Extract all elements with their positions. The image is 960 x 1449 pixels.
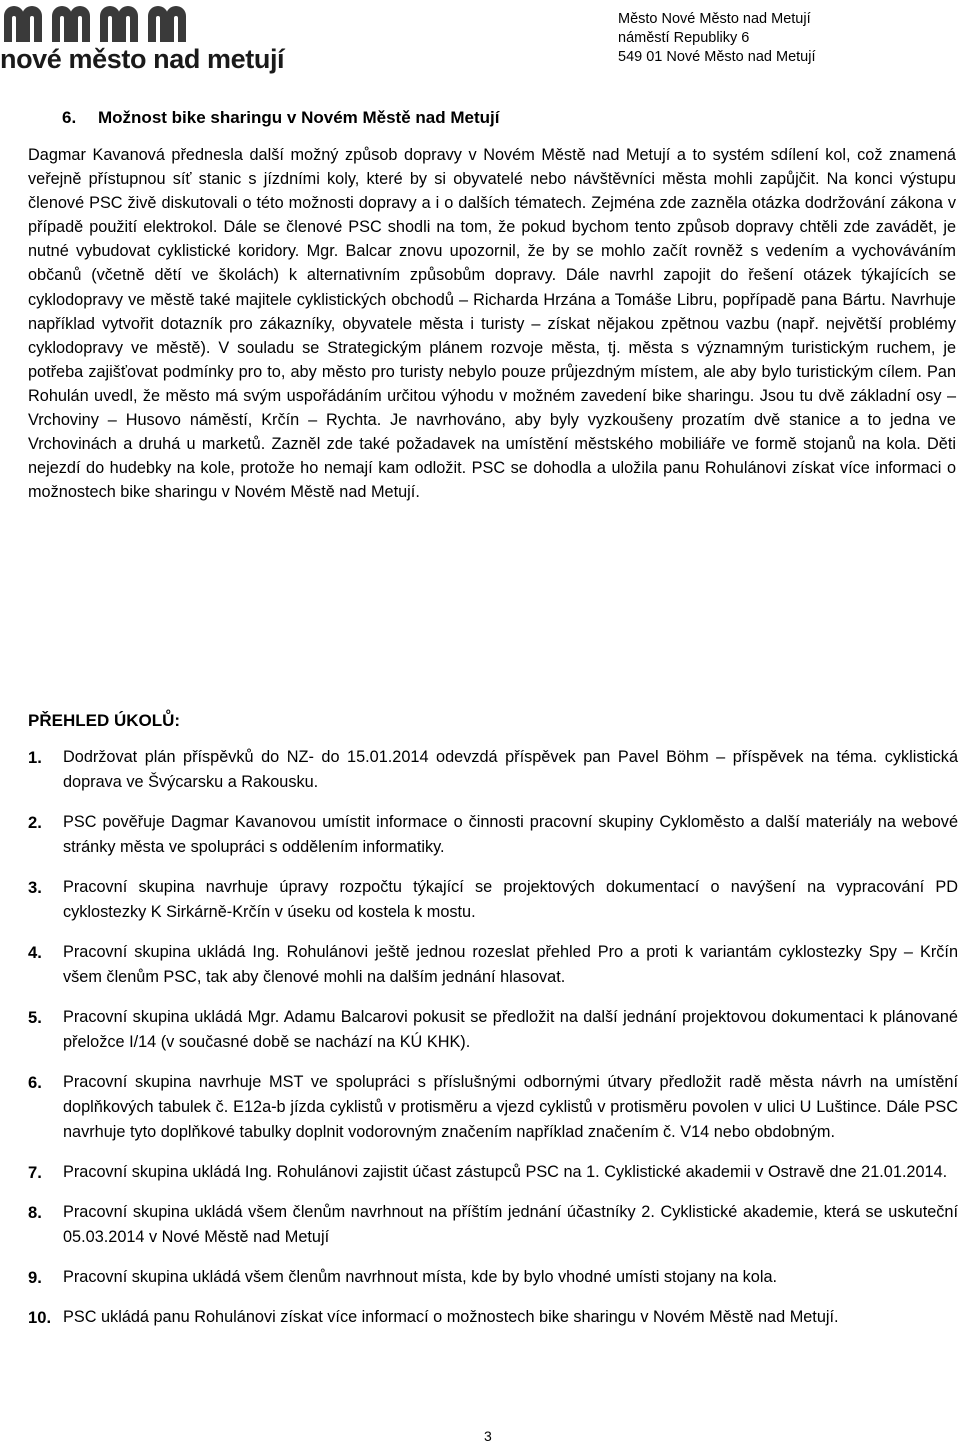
task-item bbox=[28, 1070, 958, 1145]
task-number: 8. bbox=[28, 1203, 42, 1222]
tasks-heading: PŘEHLED ÚKOLŮ: bbox=[28, 711, 181, 730]
page-number: 3 bbox=[484, 1428, 492, 1444]
task-text: Pracovní skupina ukládá Ing. Rohulánovi ještě jednou rozeslat přehled Pro a proti k variantám cyklostezky Spy – Krčín všem členům PSC, tak aby členové mohli na dalším jednání hlasovat. bbox=[63, 943, 958, 986]
task-text: Pracovní skupina ukládá všem členům navrhnout místa, kde by bylo vhodné umísti stojany na kola. bbox=[63, 1268, 778, 1286]
logo-wordmark: nové město nad metují bbox=[0, 44, 285, 74]
task-item bbox=[28, 745, 958, 795]
task-item bbox=[28, 1005, 958, 1055]
task-number: 7. bbox=[28, 1163, 42, 1182]
task-number: 10. bbox=[28, 1308, 52, 1327]
task-text: PSC pověřuje Dagmar Kavanovou umístit informace o činnosti pracovní skupiny Cykloměsto a další materiály na webové stránky města ve spolupráci s oddělením informatiky. bbox=[63, 813, 958, 856]
task-item bbox=[28, 810, 958, 860]
task-item bbox=[28, 940, 958, 990]
task-text: Pracovní skupina ukládá Ing. Rohulánovi zajistit účast zástupců PSC na 1. Cyklistické akademii v Ostravě dne 21.01.2014. bbox=[63, 1163, 948, 1181]
task-item bbox=[28, 1305, 958, 1330]
task-text: PSC ukládá panu Rohulánovi získat více informací o možnostech bike sharingu v Novém Městě nad Metují. bbox=[63, 1308, 839, 1326]
task-number: 1. bbox=[28, 748, 42, 767]
address-line-street: náměstí Republiky 6 bbox=[618, 30, 750, 46]
task-number: 4. bbox=[28, 943, 42, 962]
task-item bbox=[28, 1265, 958, 1290]
task-number: 2. bbox=[28, 813, 42, 832]
task-text: Pracovní skupina navrhuje MST ve spolupráci s příslušnými odbornými útvary předložit radě města návrh na umístění doplňkových tabulek č. E12a-b jízda cyklistů v protisměru a vjezd cyklistů v protisměru povolen v ulici U Luštince. Dále PSC navrhuje tyto doplňkové tabulky doplnit vodorovným značením například značením č. V14 nebo obdobným. bbox=[63, 1073, 958, 1141]
task-item bbox=[28, 1160, 958, 1185]
address-line-organization: Město Nové Město nad Metují bbox=[618, 11, 811, 27]
task-number: 9. bbox=[28, 1268, 42, 1287]
section-number: 6. bbox=[62, 108, 77, 127]
section-heading bbox=[62, 108, 499, 128]
task-number: 5. bbox=[28, 1008, 42, 1027]
task-number: 6. bbox=[28, 1073, 42, 1092]
task-list bbox=[28, 745, 958, 1345]
task-text: Pracovní skupina ukládá Mgr. Adamu Balcarovi pokusit se předložit na další jednání projektovou dokumentaci k plánované přeložce I/14 (v současné době se nachází na KÚ KHK). bbox=[63, 1008, 958, 1051]
section-body-paragraph: Dagmar Kavanová přednesla další možný způsob dopravy v Novém Městě nad Metují a to systém sdílení kol, což znamená veřejně přístupnou síť stanic s jízdními koly, které by si obyvatelé nebo návštěvníci města mohli zapůjčit. Na konci výstupu členové PSC živě diskutovali o této možnosti dopravy a i o dalších tématech. Zejména zde zazněla otázka dodržování zákona v případě použití elektrokol. Dále se členové PSC shodli na tom, že pokud bychom tento způsob dopravy chtěli zde zavádět, je nutné vybudovat cyklistické koridory. Mgr. Balcar znovu upozornil, že by se mohlo začít rovněž s vedením a vychováváním občanů (včetně dětí ve školách) k alternativním způsobům dopravy. Dále navrhl zapojit do řešení otázek týkajících se cyklodopravy ve městě také majitele cyklistických obchodů – Richarda Hrzána a Tomáše Libru, popřípadě pana Bártu. Navrhuje například vytvořit dotazník pro zákazníky, obyvatele města i turisty – získat nějakou zpětnou vazbu (např. největší problémy cyklodopravy ve městě). V souladu se Strategickým plánem rozvoje města, tj. města s významným turistickým ruchem, je potřeba zajišťovat podmínky pro to, aby město pro turisty nebylo pouze průjezdným místem, ale aby bylo turistickým cílem. Pan Rohulán uvedl, že město má svým uspořádáním určitou výhodu v možném zavedení bike sharingu. Jsou tu dvě základní osy – Vrchoviny – Husovo náměstí, Krčín – Rychta. Je navrhováno, aby byly vyzkoušeny prozatím dvě stanice a to jedna ve Vrchovinách a druhá u marketů. Zazněl zde také požadavek na umístění městského mobiliáře ve formě stojanů na kola. Děti nejezdí do hudebky na kole, protože ho nemají kam odložit. PSC se dohodla a uložila panu Rohulánovi získat více informaci o možnostech bike sharingu v Novém Městě nad Metují. bbox=[28, 146, 956, 502]
task-number: 3. bbox=[28, 878, 42, 897]
task-text: Dodržovat plán příspěvků do NZ- do 15.01.2014 odevzdá příspěvek pan Pavel Böhm – příspěvek na téma. cyklistická doprava ve Švýcarsku a Rakousku. bbox=[63, 748, 958, 791]
town-logo bbox=[0, 0, 300, 80]
address-block bbox=[618, 10, 815, 67]
logo-mmm-graphic bbox=[0, 2, 300, 44]
task-text: Pracovní skupina navrhuje úpravy rozpočtu týkající se projektových dokumentací o navýšení na vypracování PD cyklostezky K Sirkárně-Krčín v úseku od kostela k mostu. bbox=[63, 878, 958, 921]
task-text: Pracovní skupina ukládá všem členům navrhnout na příštím jednání účastníky 2. Cyklistické akademie, která se uskuteční 05.03.2014 v Nové Městě nad Metují bbox=[63, 1203, 958, 1246]
task-item bbox=[28, 1200, 958, 1250]
task-item bbox=[28, 875, 958, 925]
section-title-text: Možnost bike sharingu v Novém Městě nad Metují bbox=[98, 108, 500, 127]
address-line-city: 549 01 Nové Město nad Metují bbox=[618, 49, 816, 65]
